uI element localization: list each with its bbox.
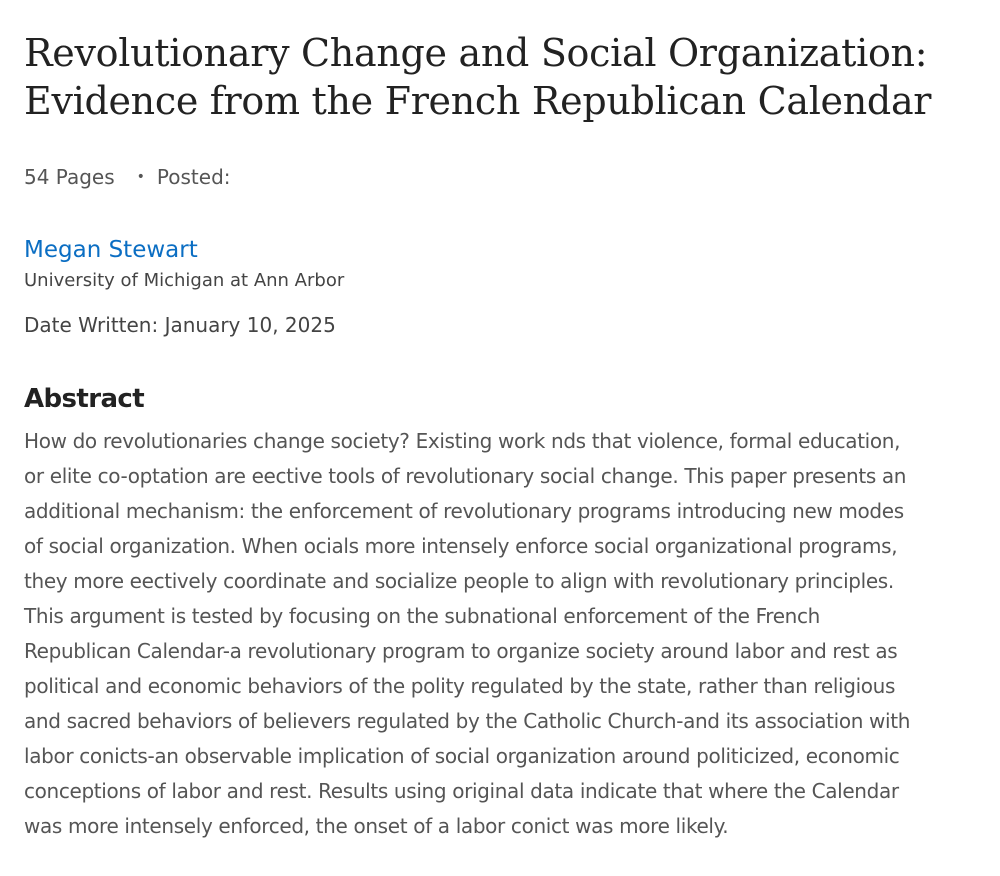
abstract-line: Republican Calendar-a revolutionary program to organize society around labor and rest as <box>24 639 898 663</box>
abstract-line: labor conicts-an observable implication of social organization around politicized, economic <box>24 744 900 768</box>
abstract-line: of social organization. When ocials more intensely enforce social organizational programs, <box>24 534 898 558</box>
paper-title-line-2: Evidence from the French Republican Calendar <box>24 79 932 123</box>
abstract-line: and sacred behaviors of believers regulated by the Catholic Church-and its association with <box>24 709 911 733</box>
abstract-line: was more intensely enforced, the onset of a labor conict was more likely. <box>24 814 729 838</box>
abstract-body <box>24 424 984 844</box>
paper-meta <box>24 165 984 189</box>
meta-separator: • <box>136 169 145 185</box>
abstract-line: they more eectively coordinate and socialize people to align with revolutionary principles. <box>24 569 894 593</box>
abstract-line: or elite co-optation are eective tools of revolutionary social change. This paper presents an <box>24 464 907 488</box>
page-count: 54 Pages <box>24 165 115 189</box>
paper-title-line-1: Revolutionary Change and Social Organization: <box>24 31 928 75</box>
author-link[interactable]: Megan Stewart <box>24 237 198 263</box>
abstract-heading: Abstract <box>24 384 145 414</box>
paper-title <box>24 0 984 125</box>
author-affiliation: University of Michigan at Ann Arbor <box>24 270 345 291</box>
date-written: Date Written: January 10, 2025 <box>24 313 336 337</box>
posted-label: Posted: <box>156 165 231 189</box>
abstract-line: How do revolutionaries change society? Existing work nds that violence, formal education, <box>24 429 901 453</box>
abstract-line: conceptions of labor and rest. Results using original data indicate that where the Calendar <box>24 779 899 803</box>
abstract-line: political and economic behaviors of the polity regulated by the state, rather than religious <box>24 674 896 698</box>
abstract-line: This argument is tested by focusing on the subnational enforcement of the French <box>24 604 820 628</box>
paper-page <box>24 0 984 844</box>
abstract-line: additional mechanism: the enforcement of revolutionary programs introducing new modes <box>24 499 904 523</box>
